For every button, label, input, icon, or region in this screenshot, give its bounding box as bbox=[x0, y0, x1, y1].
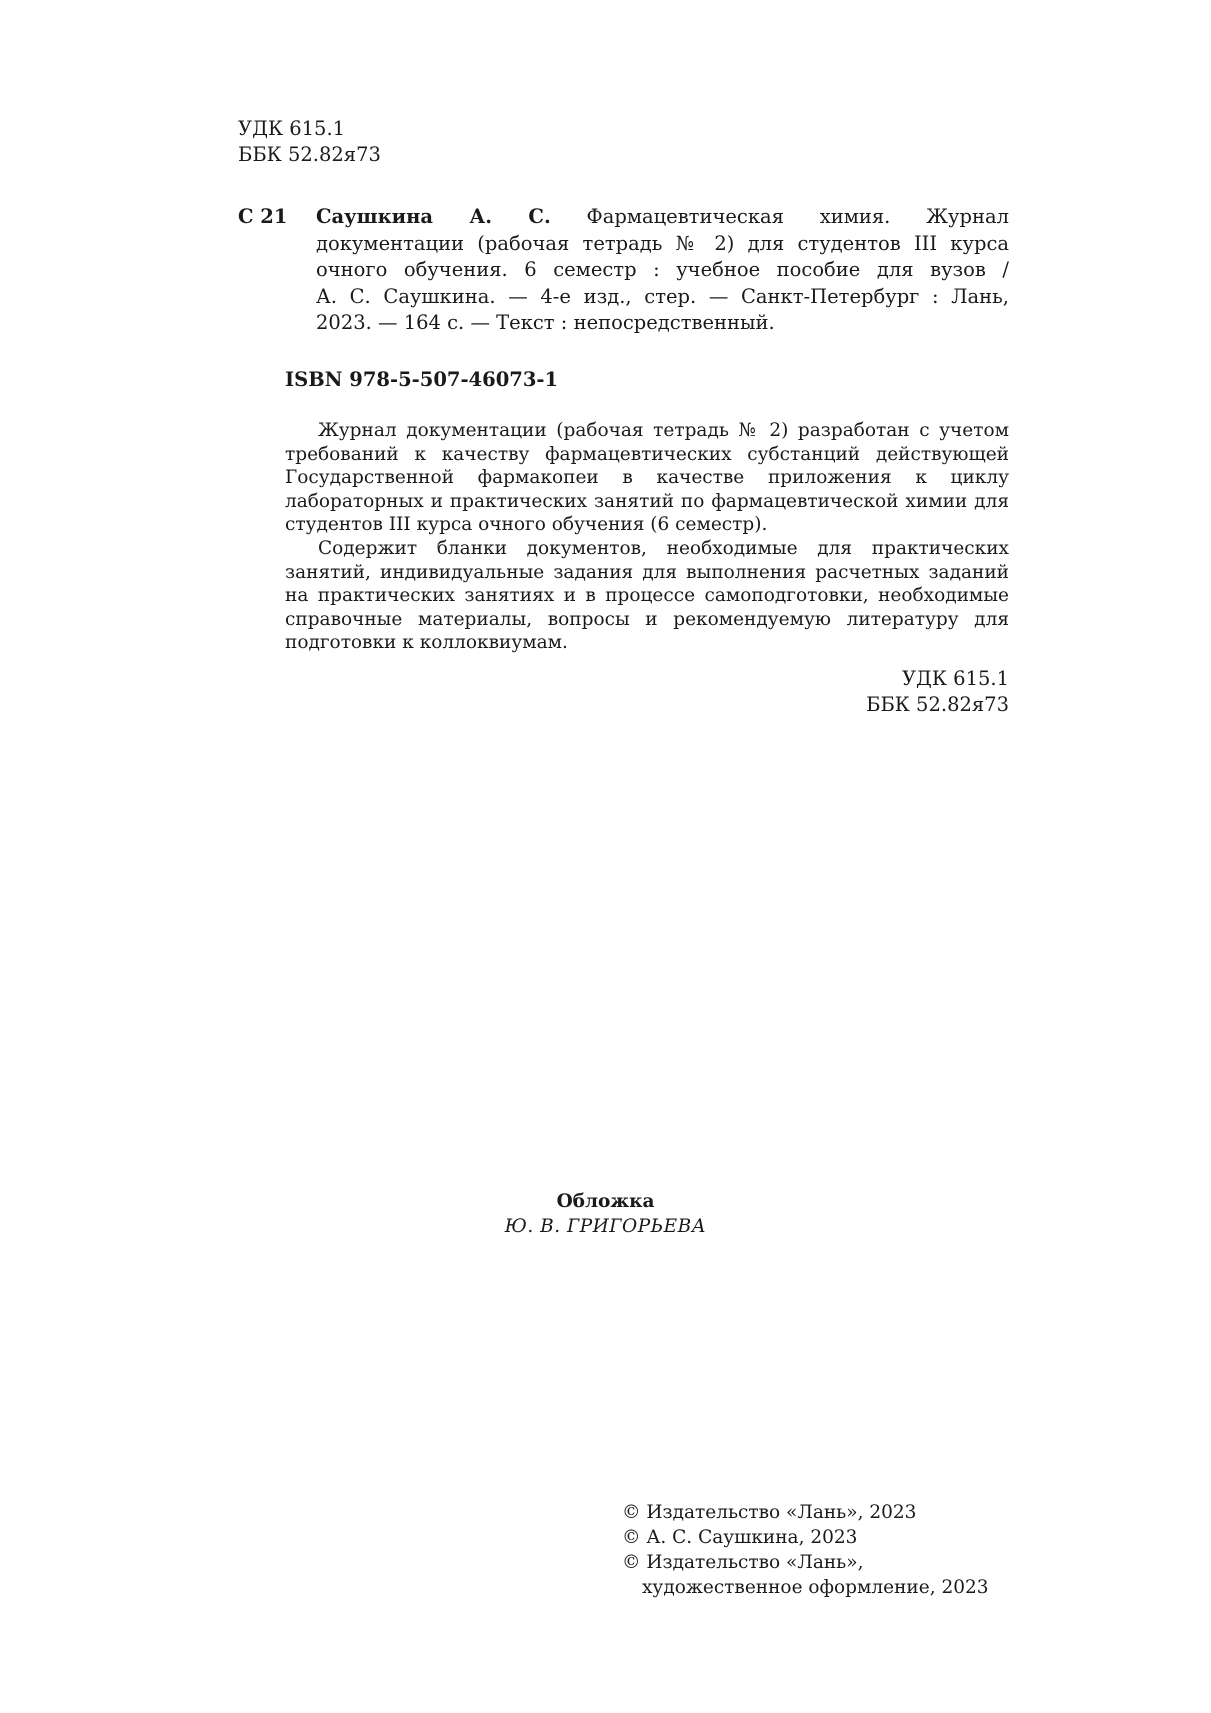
classification-top bbox=[238, 116, 381, 168]
annotation-line: Содержит бланки документов, необходимые для практических bbox=[318, 537, 1009, 559]
copyright-line: художественное оформление, 2023 bbox=[642, 1577, 989, 1598]
annotation-line: лабораторных и практических занятий по фармацевтической химии для bbox=[285, 490, 1009, 512]
bibliographic-record bbox=[316, 204, 1009, 337]
classification-bottom bbox=[866, 666, 1009, 718]
annotation-line: студентов III курса очного обучения (6 семестр). bbox=[285, 514, 768, 536]
copyright-block bbox=[622, 1500, 989, 1600]
bbk-code: ББК 52.82я73 bbox=[238, 143, 381, 166]
biblio-line: 2023. — 164 с. — Текст : непосредственный. bbox=[316, 311, 775, 334]
annotation-line: подготовки к коллоквиумам. bbox=[285, 632, 568, 654]
annotation-line: Государственной фармакопеи в качестве приложения к циклу bbox=[285, 467, 1009, 489]
annotation-line: занятий, индивидуальные задания для выполнения расчетных заданий bbox=[285, 561, 1009, 583]
biblio-line: А. С. Саушкина. — 4-е изд., стер. — Санкт-Петербург : Лань, bbox=[316, 284, 1009, 308]
biblio-line: документации (рабочая тетрадь № 2) для студентов III курса bbox=[316, 231, 1009, 255]
copyright-line: © Издательство «Лань», bbox=[622, 1552, 864, 1573]
biblio-line: очного обучения. 6 семестр : учебное пособие для вузов / bbox=[316, 258, 1009, 281]
cover-label: Обложка bbox=[556, 1191, 655, 1212]
udk-code: УДК 615.1 bbox=[901, 667, 1009, 690]
author-mark: С 21 bbox=[238, 205, 288, 228]
isbn: ISBN 978-5-507-46073-1 bbox=[285, 368, 559, 391]
annotation-line: требований к качеству фармацевтических субстанций действующей bbox=[285, 443, 1009, 465]
annotation-line: справочные материалы, вопросы и рекомендуемую литературу для bbox=[285, 608, 1009, 630]
udk-code: УДК 615.1 bbox=[238, 117, 346, 140]
annotation-line: на практических занятиях и в процессе самоподготовки, необходимые bbox=[285, 585, 1009, 607]
title-start: Фармацевтическая химия. Журнал bbox=[586, 205, 1009, 228]
annotation-line: Журнал документации (рабочая тетрадь № 2) разработан с учетом bbox=[318, 420, 1009, 441]
annotation bbox=[285, 419, 1009, 655]
cover-credit bbox=[0, 1189, 1211, 1239]
cover-designer: Ю. В. ГРИГОРЬЕВА bbox=[504, 1216, 707, 1237]
copyright-line: © Издательство «Лань», 2023 bbox=[622, 1502, 917, 1523]
author-name: Саушкина А. С. bbox=[316, 205, 551, 228]
bbk-code: ББК 52.82я73 bbox=[866, 693, 1009, 716]
biblio-line bbox=[316, 204, 1009, 231]
copyright-line: © А. С. Саушкина, 2023 bbox=[622, 1527, 858, 1548]
